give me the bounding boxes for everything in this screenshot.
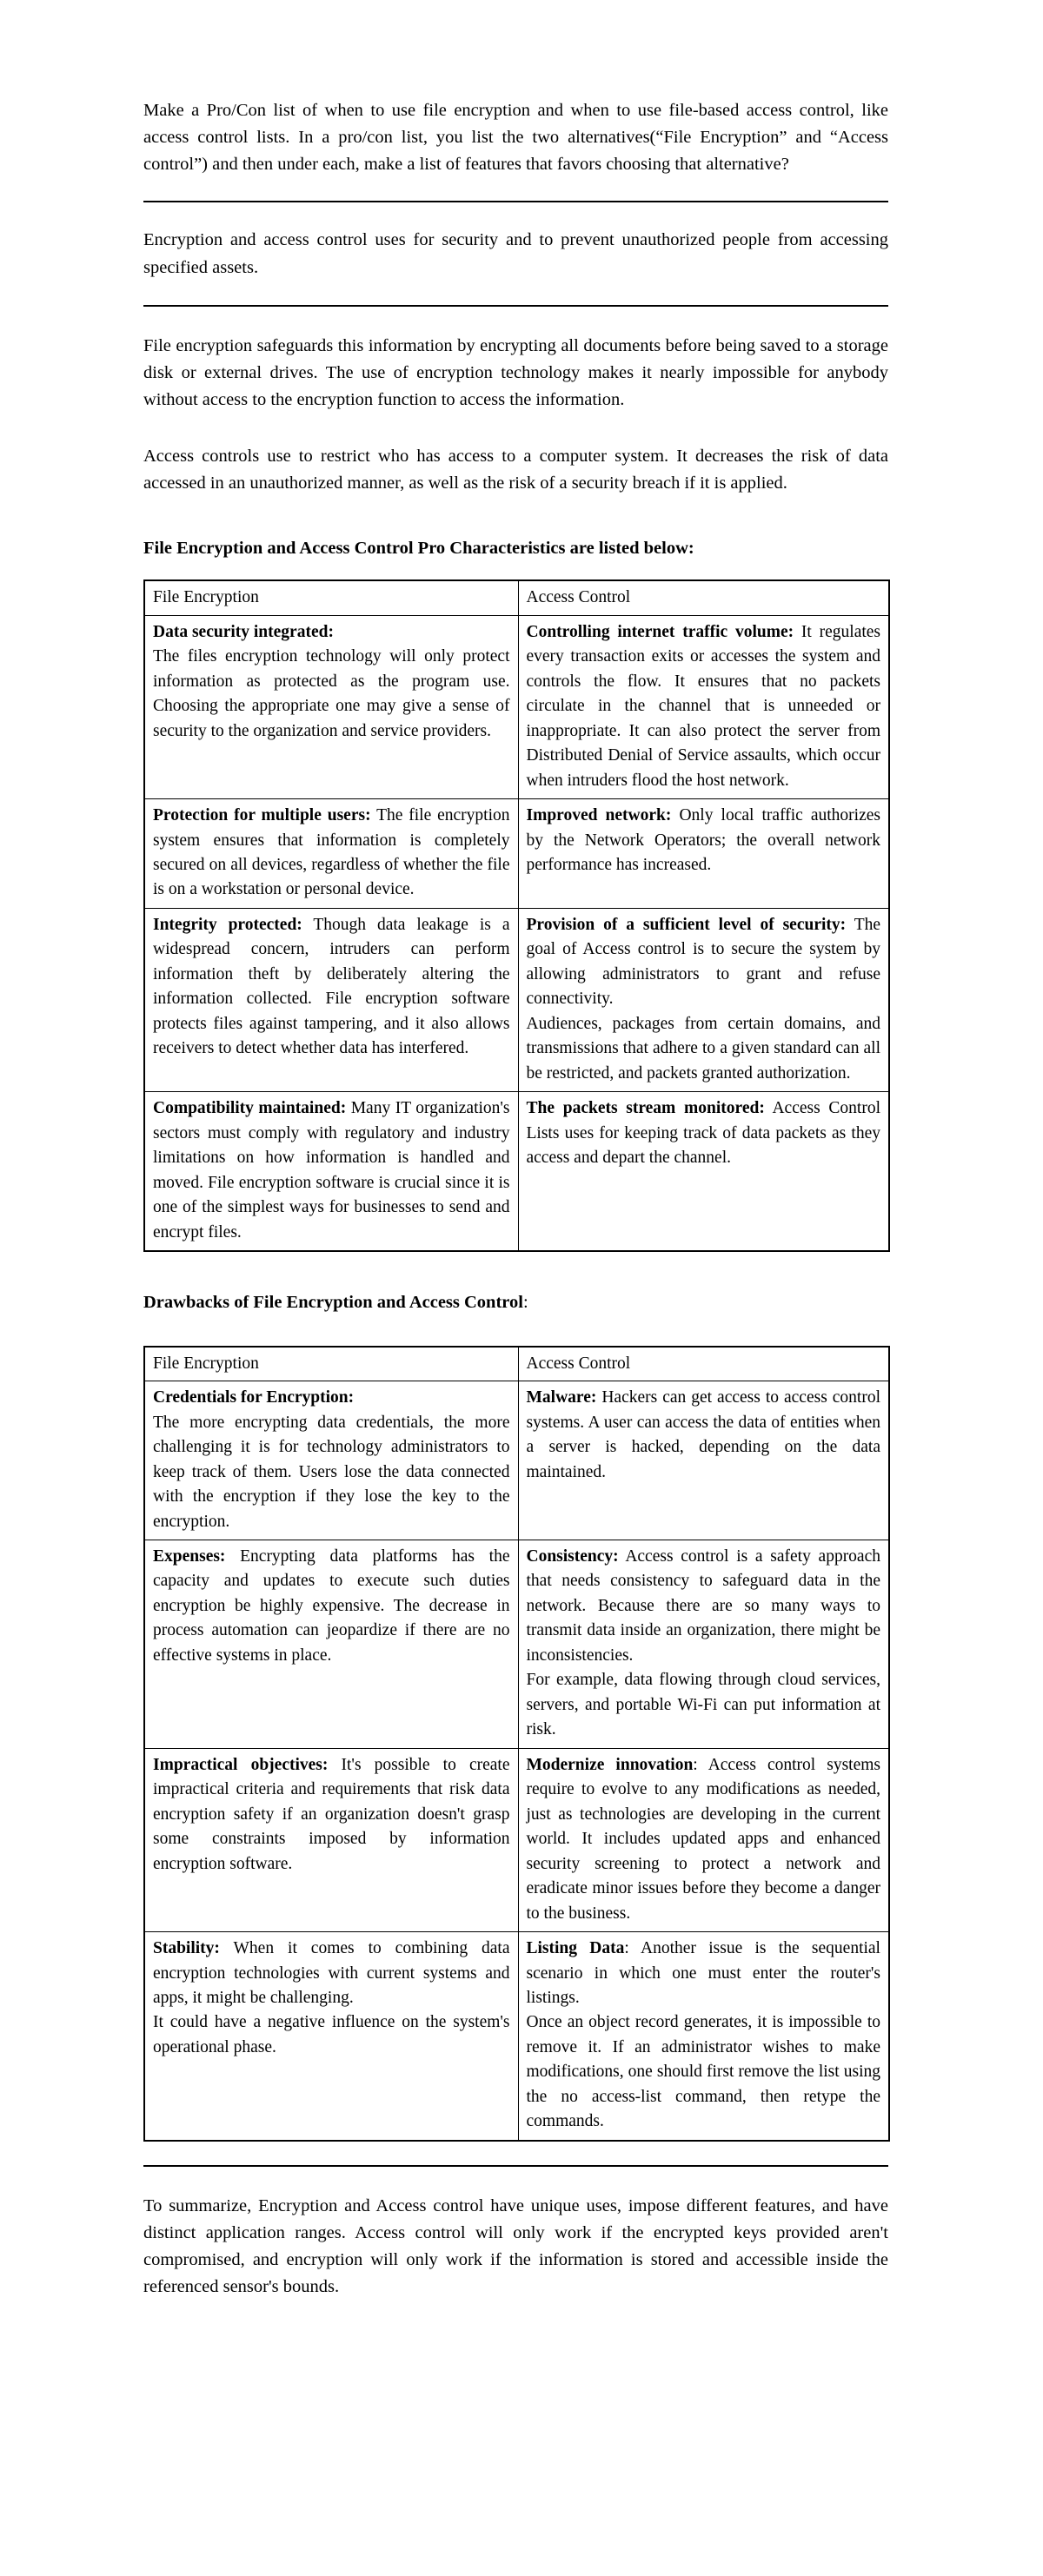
cons-cell-file-encryption-3 [144,1748,518,1931]
cons-heading-text: Drawbacks of File Encryption and Access Control [143,1293,523,1312]
cell-lead: Consistency: [526,1547,619,1566]
column-header-access-control: Access Control [518,580,889,615]
pros-cell-access-control-3 [518,908,889,1091]
pros-cell-access-control-4 [518,1092,889,1251]
cell-body: It's possible to create impractical criteria and requirements that risk data encryption safety if an organization doesn't grasp some constraints imposed by information encryption software. [153,1755,510,1873]
cons-cell-file-encryption-2 [144,1540,518,1749]
cell-lead: Stability: [153,1939,220,1958]
column-header-file-encryption: File Encryption [144,580,518,615]
cell-body-2: It could have a negative influence on the system's operational phase. [153,2013,510,2056]
horizontal-divider-2 [143,305,888,307]
cons-cell-access-control-2 [518,1540,889,1749]
cell-lead: Improved network: [526,806,672,825]
cell-lead: Controlling internet traffic volume: [526,622,794,641]
table-header-row [144,1347,889,1381]
intro-paragraph-1: File encryption safeguards this information by encrypting all documents before being saved to a storage disk or external drives. The use of encryption technology makes it nearly impossible for anybody without access to the encryption function to access the information. [143,335,888,410]
cell-body: The file encryption system ensures that information is completely secured on all devices, regardless of whether the file is on a workstation or personal device. [153,806,510,899]
cons-cell-file-encryption-4 [144,1932,518,2141]
cell-lead-suffix: : [624,1939,629,1958]
cell-lead: Malware: [526,1388,597,1407]
cell-lead: Provision of a sufficient level of security: [526,915,847,934]
table-row [144,1932,889,2141]
cell-lead: Impractical objectives: [153,1755,329,1774]
cell-lead: Compatibility maintained: [153,1099,347,1118]
pros-cell-access-control-1 [518,615,889,798]
cell-body-2: Once an object record generates, it is impossible to remove it. If an administrator wishes to make modifications, one should first remove the list using the no access-list command, then retype the commands. [526,2013,880,2131]
cell-lead: Data security integrated: [153,622,334,641]
table-row [144,1748,889,1931]
cell-lead-suffix: : [693,1755,698,1774]
pros-cell-file-encryption-1 [144,615,518,798]
table-header-row [144,580,889,615]
cell-body: Access control systems require to evolve to any modifications as needed, just as technologies are developing in the current world. It includes updated apps and enhanced security screening to protect a network and eradicate minor issues before they become a danger to the business. [526,1755,880,1923]
cell-body: Many IT organization's sectors must comply with regulatory and industry limitations on how information is handled and moved. File encryption software is crucial since it is one of the simplest ways for businesses to send and encrypt files. [153,1099,510,1242]
divider-mid-wrap [143,281,888,333]
cons-table [143,1346,890,2142]
pros-cell-file-encryption-4 [144,1092,518,1251]
spacer [143,1316,888,1346]
conclusion-paragraph: To summarize, Encryption and Access control have unique uses, impose different features, and have distinct application ranges. Access control will only work if the encrypted keys provided aren't compromised, and encryption will only work if the information is stored and accessible inside the referenced sensor's bounds. [143,2195,888,2297]
spacer [143,561,888,579]
pros-cell-access-control-2 [518,799,889,909]
horizontal-divider-1 [143,201,888,202]
spacer [143,1252,888,1290]
answer-summary-paragraph: Encryption and access control uses for security and to prevent unauthorized people from accessing specified assets. [143,230,888,277]
cell-body: Though data leakage is a widespread concern, intruders can perform information theft by deliberately altering the information collected. File encryption software protects files against tampering, and it also allows receivers to detect whether data has interfered. [153,915,510,1058]
cell-lead: Modernize innovation [526,1755,694,1774]
intro-paragraph-2: Access controls use to restrict who has access to a computer system. It decreases the risk of data accessed in an unauthorized manner, as well as the risk of a security breach if it is applied. [143,447,888,493]
prompt-paragraph: Make a Pro/Con list of when to use file encryption and when to use file-based access control, like access control lists. In a pro/con list, you list the two alternatives(“File Encryption” and “Access control”) and then under each, make a list of features that favors choosing that alternative? [143,101,888,175]
cons-heading [143,1290,888,1316]
cons-cell-access-control-1 [518,1381,889,1540]
cell-body: Access control is a safety approach that needs consistency to safeguard data in the network. Because there are so many ways to transmit data inside an organization, there might be inconsistencies. [526,1547,880,1665]
pros-heading: File Encryption and Access Control Pro Characteristics are listed below: [143,538,694,558]
table-row [144,908,889,1091]
cell-body-2: For example, data flowing through cloud services, servers, and portable Wi-Fi can put information at risk. [526,1671,880,1739]
cell-body: It regulates every transaction exits or accesses the system and controls the flow. It ensures that no packets circulate in the channel that is unneeded or inappropriate. It can also protect the server from Distributed Denial of Service assaults, which occur when intruders flood the host network. [526,622,881,790]
column-header-access-control: Access Control [518,1347,889,1381]
document-content [143,97,888,2301]
cons-cell-access-control-4 [518,1932,889,2141]
spacer [143,498,888,536]
table-row [144,1092,889,1251]
column-header-file-encryption: File Encryption [144,1347,518,1381]
pros-cell-file-encryption-3 [144,908,518,1091]
cell-body: Access Control Lists uses for keeping track of data packets as they access and depart the channel. [526,1099,880,1168]
table-row [144,1381,889,1540]
divider-top-wrap [143,178,888,227]
table-row [144,615,889,798]
cell-body: The more encrypting data credentials, the more challenging it is for technology administrators to keep track of them. Users lose the data connected with the encryption if they lose the key to the encryption. [153,1413,510,1531]
spacer [143,414,888,443]
cons-cell-file-encryption-1 [144,1381,518,1540]
cell-lead: Listing Data [526,1939,625,1958]
cell-lead: Protection for multiple users: [153,806,371,825]
cell-body: Hackers can get access to access control systems. A user can access the data of entities when a server is hacked, depending on the data maintained. [526,1388,880,1481]
pros-cell-file-encryption-2 [144,799,518,909]
pros-table [143,579,890,1252]
cell-body: Only local traffic authorizes by the Network Operators; the overall network performance has increased. [526,806,880,874]
cell-body: When it comes to combining data encryption technologies with current systems and apps, it might be challenging. [153,1939,510,2007]
cell-lead: Expenses: [153,1547,226,1566]
cell-body-2: Audiences, packages from certain domains, and transmissions that adhere to a given standard can all be restricted, and packets granted authorization. [526,1014,880,1083]
cell-lead: The packets stream monitored: [526,1099,765,1118]
cell-body: The goal of Access control is to secure the system by allowing administrators to grant and refuse connectivity. [526,915,881,1009]
cell-lead: Credentials for Encryption: [153,1388,355,1407]
cons-cell-access-control-3 [518,1748,889,1931]
horizontal-divider-3 [143,2165,888,2167]
table-row [144,799,889,909]
divider-bottom-wrap [143,2142,888,2193]
table-row [144,1540,889,1749]
cell-body: Encrypting data platforms has the capacity and updates to execute such duties encryption be highly expensive. The decrease in process automation can jeopardize if there are no effective systems in place. [153,1547,510,1665]
cell-lead: Integrity protected: [153,915,302,934]
cell-body: The files encryption technology will only protect information as protected as the program use. Choosing the appropriate one may give a sense of security to the organization and service providers. [153,647,510,740]
cons-heading-suffix: : [522,1293,528,1312]
cell-body: Another issue is the sequential scenario in which one must enter the router's listings. [526,1939,880,2007]
